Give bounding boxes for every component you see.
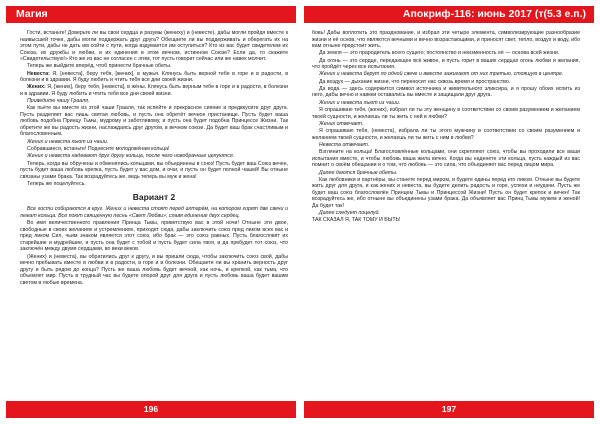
speaker-label: Жених:	[27, 84, 46, 91]
paragraph	[20, 71, 288, 84]
paragraph: Я спрашиваю тебя, (жених), избрал ли ты эту женщину в соответствии со своим разумением и желанием твоей сущности, и желаешь ли ты жить с ней в любви?	[312, 107, 580, 120]
stage-direction: Все гости собираются в круг. Жених и невеста стоят перед алтарём, на котором горят две свечи и лежат кольца. Все поют священную песнь «Свет Любви», славя единение двух сердец.	[20, 206, 288, 219]
left-page-number: 196	[6, 401, 296, 418]
stage-direction: Жених и невеста берут по одной свече и вместе зажигают от них третью, стоящую в центре.	[319, 71, 564, 78]
paragraph: Во имя величественного правления Принца Тьмы, приветствую вас в этой ночи! Отныне эти двое, свободные в своих желаниях и устремлениях, приходят сюда, дабы заключить союз пред ликом всех вас и пред ликом Сил, чьим знаком является этот союз, ибо брак — это союз равных. Пусть благословят их старейшие и мудрейшие, и пусть она будет с тобой и пусть будет сила твоя, и да пребудет тот союз, что заключён между двумя сердцами, во веки веков.	[20, 220, 288, 253]
left-page-body	[20, 30, 288, 394]
vow-text: Я, [невеста], беру тебя, [жених], в мужья. Клянусь быть верной тебе в горе и в радости, в болезни и в здравии. Я буду любить и чтить тебя все дни своей жизни.	[20, 70, 288, 84]
paragraph	[20, 84, 288, 97]
paragraph: Собравшиеся, встаньте! Поднесите молодожёнам кольца!	[27, 146, 170, 153]
paragraph: Да вода — здесь содержится символ источника и живительного эликсира, и я прошу обоих испить из него, дабы вечно и навеки оставались вы вместе и защищали друг друга.	[312, 85, 580, 99]
paragraph: Теперь, когда вы обручены и обменялись кольцами, вы объединены в союз! Пусть будет ваш Союз вечен, пусть будет ваша любовь крепка, пусть будет у вас дом, и очаг, и пусть он будет полной чашей! Вы отныне связаны узами брака. Так возрадуйтесь же, ведь теперь вы муж и жена!	[20, 160, 288, 180]
paragraph: (Жених) и (невеста), вы обратились друг к другу, и вы пришли сюда, чтобы заключить союз свой, дабы вечно пребывать вместе в любви и в радости, в горе и в болезни. Обещаете ли вы хранить верность друг другу и быть рядом до конца? Пусть же ваша любовь будет вечной, как ночь, и крепкой, как тьма, что объемлет мир. Пусть в трудный час вы будете опорой друг для друга и пусть любовь ваша будет вашим светом в любые времена.	[20, 253, 288, 286]
stage-direction: Жених и невеста надевают друг другу кольца, после чего новобрачные целуются.	[27, 153, 235, 160]
stage-direction: Жених и невеста пьют из чаши.	[319, 99, 401, 106]
stage-direction: Далее даются брачные обеты.	[319, 169, 398, 176]
paragraph: Взгляните на кольца! Благословлённые кольцами, они скрепляют союз, чтобы вы проходили все ваши испытания вместе, и чтобы любовь ваша жила вечно. Когда вы наденете эти кольца, пусть каждый из вас помнит о своём обещании и о том, что любовь — это сила, что объединяет вас перед лицом мира.	[312, 149, 580, 169]
paragraph: Теперь же выйдите вперёд, чтоб принести брачные обеты.	[27, 63, 172, 70]
speaker-label: Невеста:	[27, 70, 50, 77]
paragraph: Как пьёте вы вместе из этой чаши Грааля, так испейте и прекрасное сияние и предвкусите друг друга. Пусть разделяет вас лишь святая любовь, и пусть она обретёт вечное пристанище. Пусть будет ваша любовь подобна Принцу Тьмы, мудрому и заботливому, и пусть она будет подобна Принцессе Жизни. Так обретите же вы радость жизни, наслаждаясь друг другом, в вечном союзе. Да будет ваш брак счастливым и благословенным.	[20, 105, 288, 138]
left-page-header: Магия	[6, 6, 296, 23]
stage-direction: Далее следует поцелуй.	[319, 210, 380, 217]
paragraph: Я спрашиваю тебя, (невеста), избрала ли ты этого мужчину в соответствии со своим разумением и желанием твоей сущности, и желаешь ли ты жить с ним в любви?	[312, 128, 580, 141]
paragraph: бовь! Дабы воплотить это празднование, и избрал эти четыре элемента, символизирующие разнообразие жизни и её основ, что являются вечными и вечно возрастающими, и приносят свет, тепло, воздух и воду, ибо вам отныне предстоит жить.	[312, 30, 580, 49]
section-heading: Вариант 2	[132, 192, 176, 203]
paragraph: Гости, встаньте! Доверьте ли вы свои сердца и разумы (жениху) и (невесте), дабы могли пройдя вместе к наивысшей точке, дабы могли поддержать друг друга? Обещаете ли вы поддерживать и оберегать их на этом пути, дабы не дать им сойти с пути, когда вздумается им оступиться? Кто из вас будет свидетелем их Союза, их дружбы и любви, и их единения в этом вечном, истинном Союзе? Если да, то скажите «Свидетельствую!» Кто же из вас не согласен с этим, тот пусть говорит сейчас или же навек молчит.	[20, 30, 288, 62]
paragraph: Теперь же поцелуйтесь.	[27, 180, 86, 187]
closing-line: ТАК СКАЗАЛ Я, ТАК ТОМУ И БЫТЬ!	[312, 217, 401, 224]
stage-direction: Приведите чашу Грааля.	[27, 98, 90, 105]
vow-text: Я, [жених], беру тебя, [невеста], в жёны. Клянусь быть верным тебе в горе и в радости, в болезни и в здравии. Я буду любить и чтить тебя все дни своей жизни.	[20, 84, 288, 97]
right-page-header: Апокриф-116: июнь 2017 (т(5.3 е.п.)	[304, 6, 594, 23]
paragraph: Да воздух — дыхание жизни, что переносит нас сквозь время и пространство.	[319, 78, 511, 85]
paragraph: Да земля — это прародитель всего сущего; постоянство и неизменность её — основа всей жизни.	[319, 50, 560, 57]
right-page-body	[312, 30, 580, 394]
right-page	[300, 0, 600, 424]
stage-direction: Невеста отвечает.	[319, 141, 370, 148]
paragraph: Как любовники и партнёры, вы станете перед миром, и будете едины перед его ликом. Отныне вы будете жить друг для друга, и как жених и невеста, вы будете делить радость и горе, успехи и неудачи. Пусть же будет ваш союз благословлён Принцем Тьмы и Принцессой Жизни! Пусть он будет крепок и вечен! Так возрадуйтесь же, ибо отныне вы объединены узами брака. Да объявляет вас Принц Тьмы мужем и женой! Да будет так!	[312, 176, 580, 209]
paragraph: Да огонь — это сердце, передающее всё живое, и пусть горит в ваших сердцах огонь любви и желания, что пройдёт через все испытания.	[312, 57, 580, 71]
stage-direction: Жених и невеста пьют из чаши.	[27, 138, 109, 145]
right-page-number: 197	[304, 401, 594, 418]
stage-direction: Жених отвечает.	[319, 120, 364, 127]
